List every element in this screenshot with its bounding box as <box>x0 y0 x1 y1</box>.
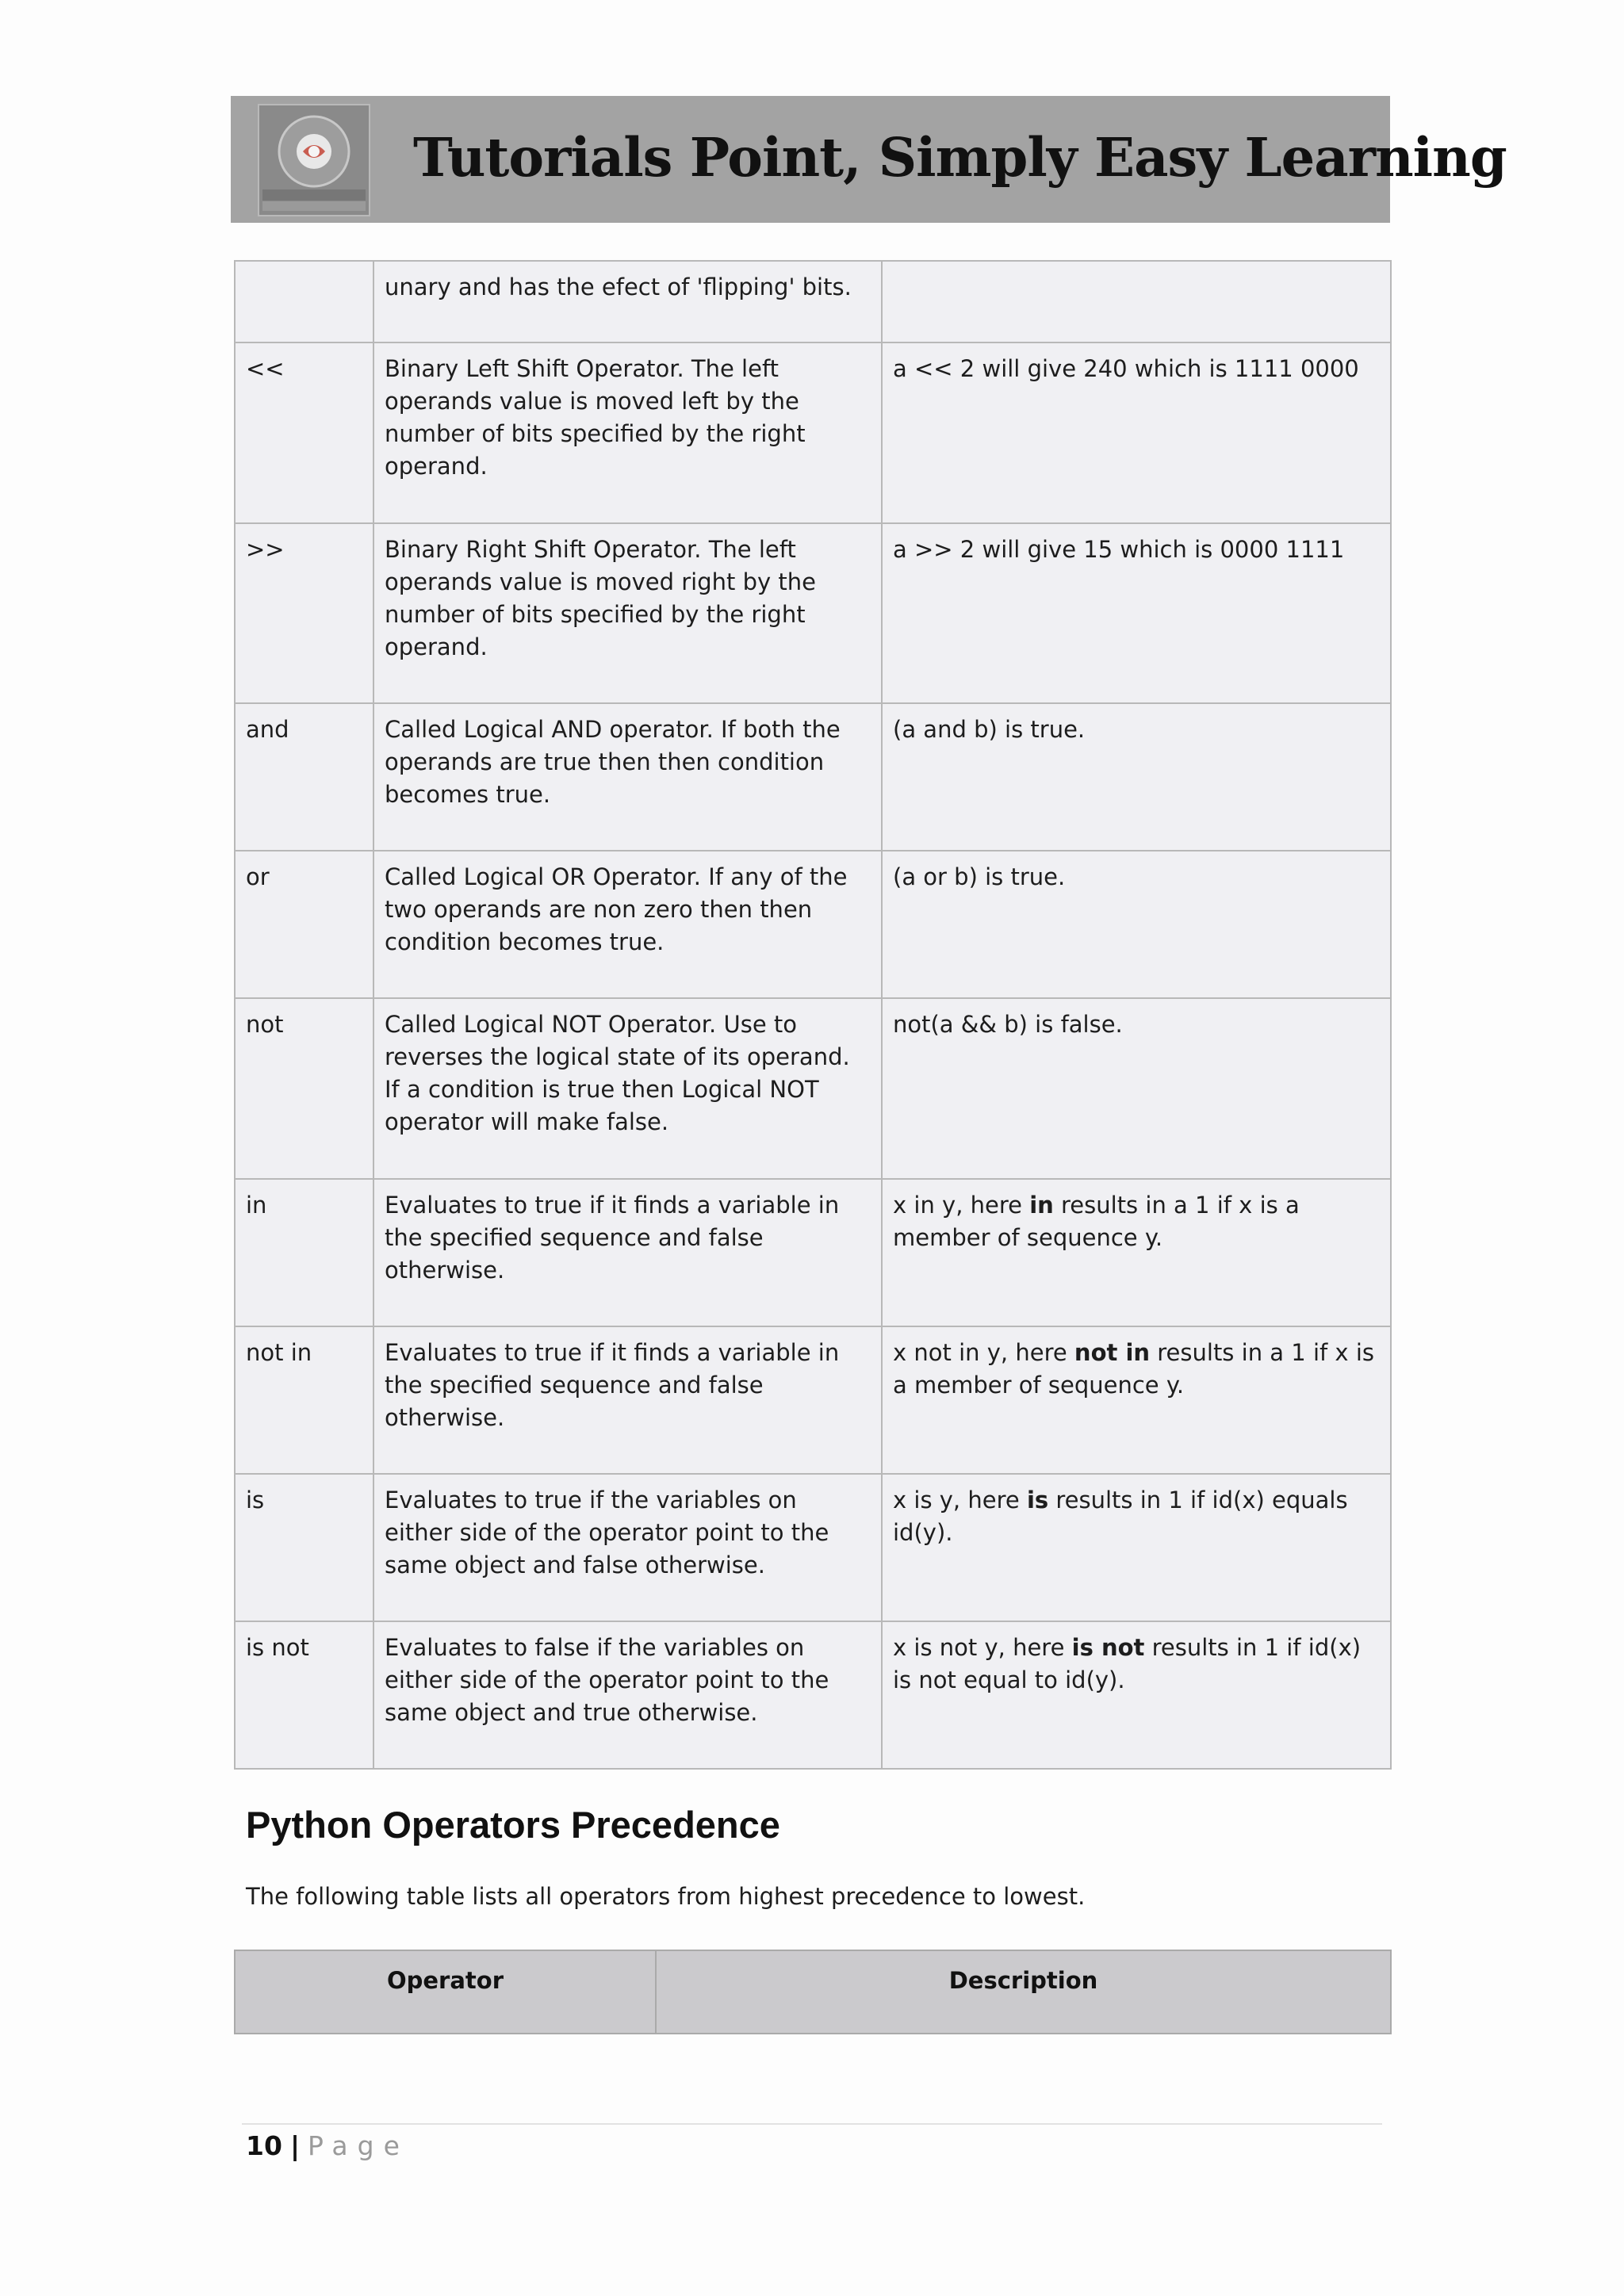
logo-graphic <box>259 105 369 215</box>
example-keyword: is <box>1026 1487 1049 1513</box>
description-cell: Evaluates to true if it finds a variable in the specified sequence and false otherwise. <box>373 1326 882 1474</box>
table-row <box>235 342 1391 523</box>
example-cell <box>882 1326 1391 1474</box>
precedence-header-row <box>235 1950 1391 2034</box>
table-row <box>235 523 1391 703</box>
example-cell <box>882 851 1391 998</box>
page-header-banner <box>231 96 1507 223</box>
example-cell <box>882 998 1391 1179</box>
table-row <box>235 1621 1391 1769</box>
example-cell <box>882 261 1391 342</box>
operator-cell: >> <box>235 523 373 703</box>
page-label: Page <box>308 2130 409 2161</box>
table-row <box>235 1474 1391 1621</box>
description-cell: Called Logical AND operator. If both the operands are true then then condition becomes true. <box>373 703 882 851</box>
table-row <box>235 851 1391 998</box>
operators-table <box>234 260 1392 1770</box>
page-footer <box>246 2130 409 2161</box>
example-text: x in y, here <box>893 1192 1030 1219</box>
example-text: x is not y, here <box>893 1634 1072 1661</box>
description-cell: unary and has the efect of 'flipping' bits. <box>373 261 882 342</box>
example-cell <box>882 703 1391 851</box>
header-title: Tutorials Point, Simply Easy Learning <box>413 126 1507 189</box>
section-intro: The following table lists all operators from highest precedence to lowest. <box>246 1883 1086 1910</box>
description-cell: Evaluates to true if it finds a variable in the specified sequence and false otherwise. <box>373 1179 882 1326</box>
table-row <box>235 998 1391 1179</box>
example-cell <box>882 523 1391 703</box>
precedence-table <box>234 1950 1392 2034</box>
operator-cell: is not <box>235 1621 373 1769</box>
example-text: x not in y, here <box>893 1339 1074 1366</box>
example-cell <box>882 342 1391 523</box>
table-row <box>235 703 1391 851</box>
example-keyword: not in <box>1074 1339 1151 1366</box>
description-cell: Called Logical NOT Operator. Use to reverses the logical state of its operand. If a condition is true then Logical NOT operator will make false. <box>373 998 882 1179</box>
example-text: (a or b) is true. <box>893 863 1066 890</box>
example-text: (a and b) is true. <box>893 716 1086 743</box>
example-cell <box>882 1179 1391 1326</box>
description-cell: Evaluates to true if the variables on either side of the operator point to the same object and false otherwise. <box>373 1474 882 1621</box>
table-row <box>235 261 1391 342</box>
example-text: x is y, here <box>893 1487 1027 1513</box>
example-text: results in a 1 if x is a member of sequence y. <box>893 1192 1300 1251</box>
example-text: a << 2 will give 240 which is 1111 0000 <box>893 355 1359 382</box>
footer-separator: | <box>289 2130 300 2161</box>
example-cell <box>882 1474 1391 1621</box>
table-row <box>235 1326 1391 1474</box>
description-cell: Binary Left Shift Operator. The left operands value is moved left by the number of bits specified by the right operand. <box>373 342 882 523</box>
operator-cell: is <box>235 1474 373 1621</box>
operator-cell: << <box>235 342 373 523</box>
example-keyword: in <box>1029 1192 1054 1219</box>
example-cell <box>882 1621 1391 1769</box>
operator-cell <box>235 261 373 342</box>
operator-cell: or <box>235 851 373 998</box>
page-number: 10 <box>246 2130 282 2161</box>
example-text: results in 1 if id(x) is not equal to id(y). <box>893 1634 1362 1693</box>
description-cell: Evaluates to false if the variables on either side of the operator point to the same object and true otherwise. <box>373 1621 882 1769</box>
description-cell: Called Logical OR Operator. If any of the two operands are non zero then then condition becomes true. <box>373 851 882 998</box>
operator-cell: in <box>235 1179 373 1326</box>
table-row <box>235 1179 1391 1326</box>
column-header-description: Description <box>656 1950 1391 2034</box>
footer-divider <box>242 2123 1382 2125</box>
example-text: a >> 2 will give 15 which is 0000 1111 <box>893 536 1345 563</box>
column-header-operator: Operator <box>235 1950 656 2034</box>
description-cell: Binary Right Shift Operator. The left operands value is moved right by the number of bits specified by the right operand. <box>373 523 882 703</box>
operator-cell: and <box>235 703 373 851</box>
tutorials-point-logo <box>258 104 370 216</box>
section-heading: Python Operators Precedence <box>246 1804 780 1846</box>
example-text: results in a 1 if x is a member of sequence y. <box>893 1339 1374 1399</box>
example-text: not(a && b) is false. <box>893 1011 1123 1038</box>
example-text: results in 1 if id(x) equals id(y). <box>893 1487 1348 1546</box>
operator-cell: not <box>235 998 373 1179</box>
operators-table-body <box>235 261 1391 1769</box>
operator-cell: not in <box>235 1326 373 1474</box>
example-keyword: is not <box>1071 1634 1145 1661</box>
